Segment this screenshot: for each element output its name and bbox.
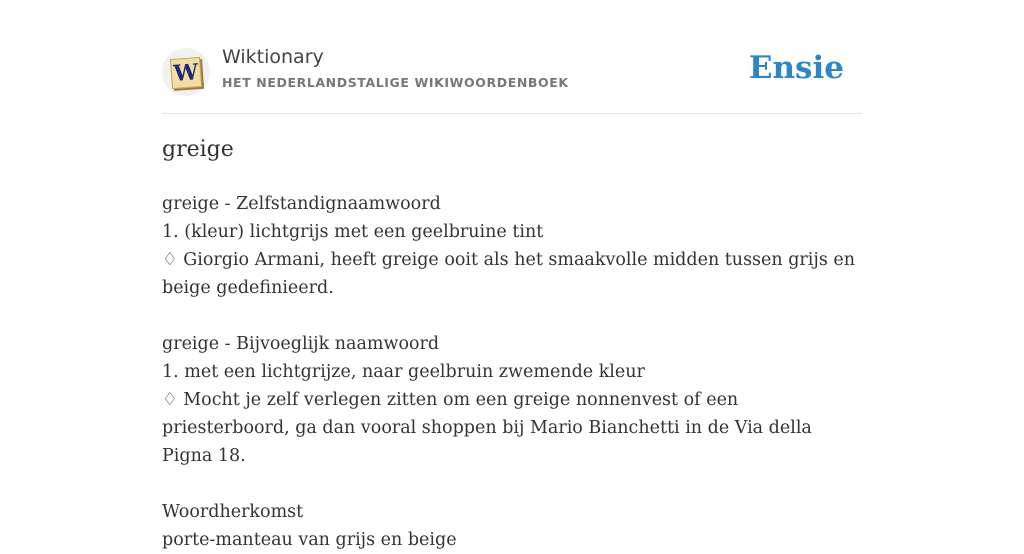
site-name[interactable]: Wiktionary	[222, 46, 324, 68]
logo-letter: W	[172, 59, 200, 87]
section-heading-adjective: greige - Bijvoeglijk naamwoord	[162, 334, 440, 354]
entry-content	[162, 190, 862, 554]
example-adjective: ♢ Mocht je zelf verlegen zitten om een greige nonnenvest of een priesterboord, ga dan vooral shoppen bij Mario Bianchetti in de Via della Pigna 18.	[162, 390, 812, 466]
site-tagline: HET NEDERLANDSTALIGE WIKIWOORDENBOEK	[222, 75, 569, 90]
page	[162, 0, 862, 550]
word-title: greige	[162, 137, 234, 162]
logo-tile	[170, 57, 202, 89]
etymology-text: porte-manteau van grijs en beige	[162, 530, 457, 550]
wiktionary-logo-icon[interactable]	[162, 48, 210, 96]
spacer	[162, 302, 862, 330]
etymology-heading: Woordherkomst	[162, 502, 304, 522]
section-heading-noun: greige - Zelfstandignaamwoord	[162, 194, 441, 214]
definition-adjective: 1. met een lichtgrijze, naar geelbruin zwemende kleur	[162, 362, 645, 382]
definition-noun: 1. (kleur) lichtgrijs met een geelbruine tint	[162, 222, 544, 242]
ensie-brand-link[interactable]: Ensie	[748, 50, 844, 86]
example-noun: ♢ Giorgio Armani, heeft greige ooit als het smaakvolle midden tussen grijs en beige gedefinieerd.	[162, 250, 855, 298]
site-header	[162, 44, 862, 114]
spacer	[162, 470, 862, 498]
